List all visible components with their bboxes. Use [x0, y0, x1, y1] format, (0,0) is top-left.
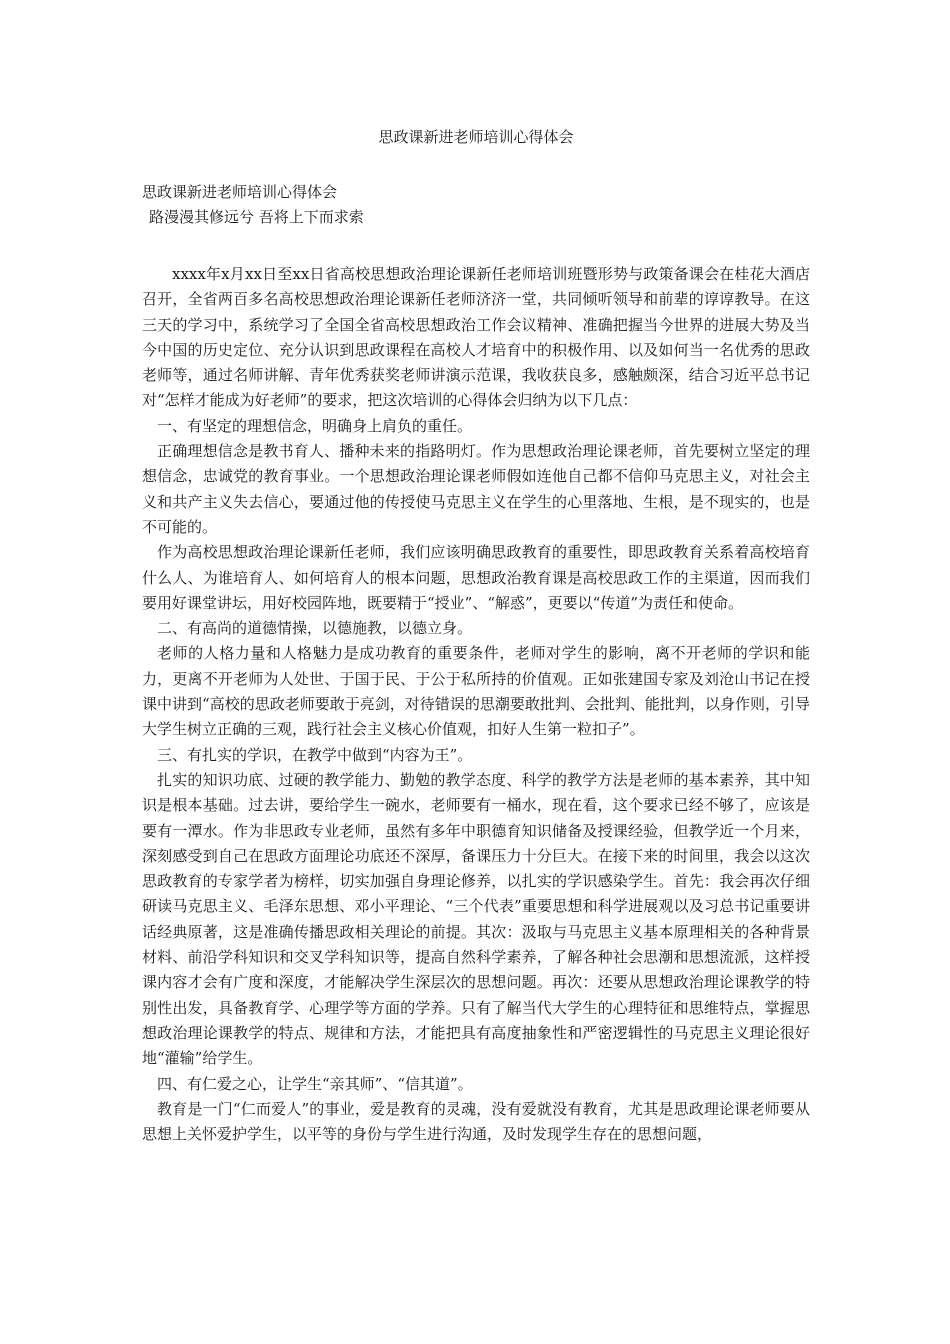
section-heading-3: 三、有扎实的学识，在教学中做到“内容为王”。	[157, 745, 473, 764]
body-paragraph: 扎实的知识功底、过硬的教学能力、勤勉的教学态度、科学的教学方法是老师的基本素养，其中知识是根本基础。过去讲，要给学生一碗水，老师要有一桶水，现在看，这个要求已经不够了，应该是要有一潭水。作为非思政专业老师，虽然有多年中职德育知识储备及授课经验，但教学近一个月来，深刻感受到自己在思政方面理论功底还不深厚，备课压力十分巨大。在接下来的时间里，我会以这次思政教育的专家学者为榜样，切实加强自身理论修养，以扎实的学识感染学生。首先：我会再次仔细研读马克思主义、毛泽东思想、邓小平理论、“三个代表”重要思想和科学进展观以及习总书记重要讲话经典原著，这是准确传播思政相关理论的前提。其次：汲取与马克思主义基本原理相关的各种背景材料、前沿学科知识和交叉学科知识等，提高自然科学素养，了解各种社会思潮和思想流派，这样授课内容才会有广度和深度，才能解决学生深层次的思想问题。再次：还要从思想政治理论课教学的特别性出发，具备教育学、心理学等方面的学养。只有了解当代大学生的心理特征和思维特点，掌握思想政治理论课教学的特点、规律和方法，才能把具有高度抽象性和严密逻辑性的马克思主义理论很好地“灌输”给学生。	[142, 770, 810, 1068]
body-paragraph: 正确理想信念是教书育人、播种未来的指路明灯。作为思想政治理论课老师，首先要树立坚定的理想信念，忠诚党的教育事业。一个思想政治理论课老师假如连他自己都不信仰马克思主义，对社会主义和共产主义失去信心，要通过他的传授使马克思主义在学生的心里落地、生根，是不现实的，也是不可能的。	[142, 442, 810, 536]
body-paragraph: 作为高校思想政治理论课新任老师，我们应该明确思政教育的重要性，即思政教育关系着高校培育什么人、为谁培育人、如何培育人的根本问题，思想政治教育课是高校思政工作的主渠道，因而我们要用好课堂讲坛，用好校园阵地，既要精于“授业”、“解惑”，更要以“传道”为责任和使命。	[142, 543, 810, 612]
section-heading-1: 一、有坚定的理想信念，明确身上肩负的重任。	[157, 416, 473, 435]
body-paragraph: 老师的人格力量和人格魅力是成功教育的重要条件，老师对学生的影响，离不开老师的学识和能力，更离不开老师为人处世、于国于民、于公于私所持的价值观。正如张建国专家及刘沧山书记在授课中讲到“高校的思政老师要敢于亮剑，对待错误的思潮要敢批判、会批判、能批判，以身作则，引导大学生树立正确的三观，践行社会主义核心价值观，扣好人生第一粒扣子”。	[142, 644, 810, 739]
document-subtitle: 思政课新进老师培训心得体会	[142, 183, 338, 201]
body-paragraph: 教育是一门“仁而爱人”的事业，爱是教育的灵魂，没有爱就没有教育，尤其是思政理论课老师要从思想上关怀爱护学生，以平等的身份与学生进行沟通，及时发现学生存在的思想问题，	[142, 1099, 810, 1144]
document-motto: 路漫漫其修远兮 吾将上下而求索	[149, 208, 364, 226]
intro-paragraph: xxxx年x月xx日至xx日省高校思想政治理论课新任老师培训班暨形势与政策备课会在桂花大酒店召开，全省两百多名高校思想政治理论课新任老师济济一堂，共同倾听领导和前辈的谆谆教导。在这三天的学习中，系统学习了全国全省高校思想政治工作会议精神、准确把握当今世界的进展大势及当今中国的历史定位、充分认识到思政课程在高校人才培育中的积极作用、以及如何当一名优秀的思政老师等，通过名师讲解、青年优秀获奖老师讲演示范课，我收获良多，感触颇深，结合习近平总书记对“怎样才能成为好老师”的要求，把这次培训的心得体会归纳为以下几点：	[142, 265, 810, 410]
section-heading-2: 二、有高尚的道德情操，以德施教，以德立身。	[157, 619, 473, 638]
document-title: 思政课新进老师培训心得体会	[378, 128, 574, 146]
section-heading-4: 四、有仁爱之心，让学生“亲其师”、“信其道”。	[157, 1074, 473, 1093]
document-page	[142, 124, 810, 1147]
